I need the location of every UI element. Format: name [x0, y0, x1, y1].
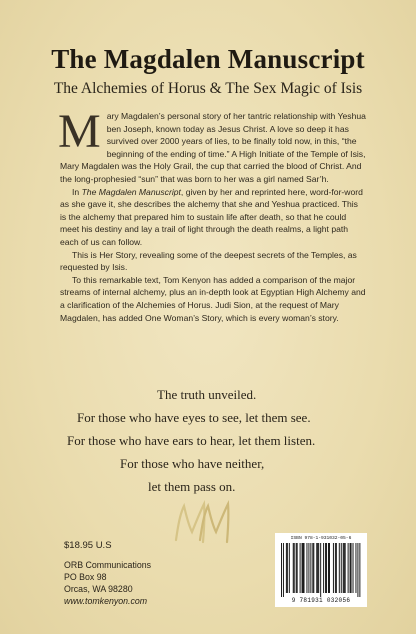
barcode-bar — [313, 543, 314, 593]
description-text — [58, 105, 366, 324]
paragraph-1-text: ary Magdalen’s personal story of her tantric relationship with Yeshua ben Joseph, known today as Jesus Christ. A love so deep it has survived over 2000 years of lies, to be finally told now, in this, “the beginning of the ending of time.” A High Initiate of the Temple of Isis, Mary Magdalen was the Holy Grail, the cup that carried the blood of Christ. And the long-prophesied “sun” that was born to her was a girl named Sar’h. — [60, 111, 366, 184]
barcode-bar — [344, 543, 345, 593]
barcode-bar — [350, 543, 351, 593]
drop-cap: M — [58, 105, 101, 158]
barcode-bar — [296, 543, 297, 593]
book-title-italic: The Magdalen Manuscript — [81, 186, 181, 197]
paragraph-4: To this remarkable text, Tom Kenyon has added a comparison of the major streams of internal alchemy, plus an in-depth look at Egyptian High Alchemy and a clarification of the Alchemies of Horus. Judi Sion, at the request of Mary Magdalen, has added One Woman’s Story, which is every woman’s story. — [60, 274, 366, 323]
barcode-bar — [335, 543, 336, 593]
paragraph-3: This is Her Story, revealing some of the deepest secrets of the Temples, as requested by Isis. — [60, 249, 357, 273]
barcode-bar — [336, 543, 337, 593]
barcode-bar — [312, 543, 313, 593]
barcode-bar — [326, 543, 327, 593]
barcode-bar — [351, 543, 352, 593]
barcode-bar — [325, 543, 326, 593]
publisher-info — [64, 559, 234, 607]
barcode-bar — [310, 543, 311, 593]
price: $18.95 U.S — [64, 540, 112, 551]
barcode-bars-icon — [281, 543, 361, 597]
isbn-label: ISBN 978-1-931032-05-6 — [290, 536, 352, 541]
paragraph-1 — [58, 105, 366, 186]
poem-line-5: let them pass on. — [148, 479, 236, 494]
barcode-bar — [353, 543, 354, 593]
barcode-bar — [320, 543, 321, 597]
barcode-bar — [329, 543, 330, 593]
barcode-bar — [293, 543, 294, 593]
barcode-bar — [308, 543, 309, 593]
publisher-website: www.tomkenyon.com — [64, 596, 148, 606]
publisher-name: ORB Communications — [64, 560, 152, 570]
publisher-city: Orcas, WA 98280 — [64, 584, 133, 594]
barcode-bar — [283, 543, 284, 597]
paragraph-2-post: , given by her and reprinted here, word-for-word as she gave it, she describes the alchemy that she and Yeshua practiced. This is the alchemy that prepared him to sustain life after death, so that he could meet his destiny and lay a trail of light through the death realms, a light path each of us can follow. — [60, 186, 363, 247]
barcode-bar — [316, 543, 317, 593]
ean-digits: 9 781931 032056 — [291, 597, 351, 604]
publisher-po-box: PO Box 98 — [64, 572, 107, 582]
poem — [0, 383, 416, 498]
barcode-bar — [355, 543, 356, 593]
book-title: The Magdalen Manuscript — [51, 44, 365, 74]
barcode — [275, 533, 367, 607]
barcode-bar — [287, 543, 288, 593]
barcode-bar — [289, 543, 290, 593]
barcode-bar — [302, 543, 303, 593]
poem-line-2: For those who have eyes to see, let them see. — [77, 410, 311, 425]
barcode-bar — [345, 543, 346, 593]
poem-line-3: For those who have ears to hear, let them listen. — [67, 433, 316, 448]
barcode-bar — [343, 543, 344, 593]
paragraph-2-pre: In — [72, 186, 82, 197]
barcode-bar — [328, 543, 329, 593]
barcode-bar — [294, 543, 295, 593]
barcode-bar — [303, 543, 304, 593]
barcode-bar — [339, 543, 340, 593]
barcode-bar — [318, 543, 319, 593]
barcode-bar — [300, 543, 301, 593]
barcode-bar — [333, 543, 334, 593]
monogram-icon — [170, 496, 242, 550]
book-subtitle: The Alchemies of Horus & The Sex Magic of Isis — [53, 80, 363, 97]
barcode-bar — [341, 543, 342, 593]
barcode-bar — [317, 543, 318, 593]
barcode-bar — [304, 543, 305, 593]
poem-line-1: The truth unveiled. — [157, 387, 257, 402]
barcode-bar — [281, 543, 282, 597]
poem-line-4: For those who have neither, — [120, 456, 265, 471]
paragraph-2 — [60, 186, 366, 249]
barcode-bar — [359, 543, 360, 597]
barcode-bar — [297, 543, 298, 593]
barcode-bar — [286, 543, 287, 593]
barcode-bar — [306, 543, 307, 593]
barcode-bar — [357, 543, 358, 597]
barcode-bar — [323, 543, 324, 593]
barcode-bar — [348, 543, 349, 593]
